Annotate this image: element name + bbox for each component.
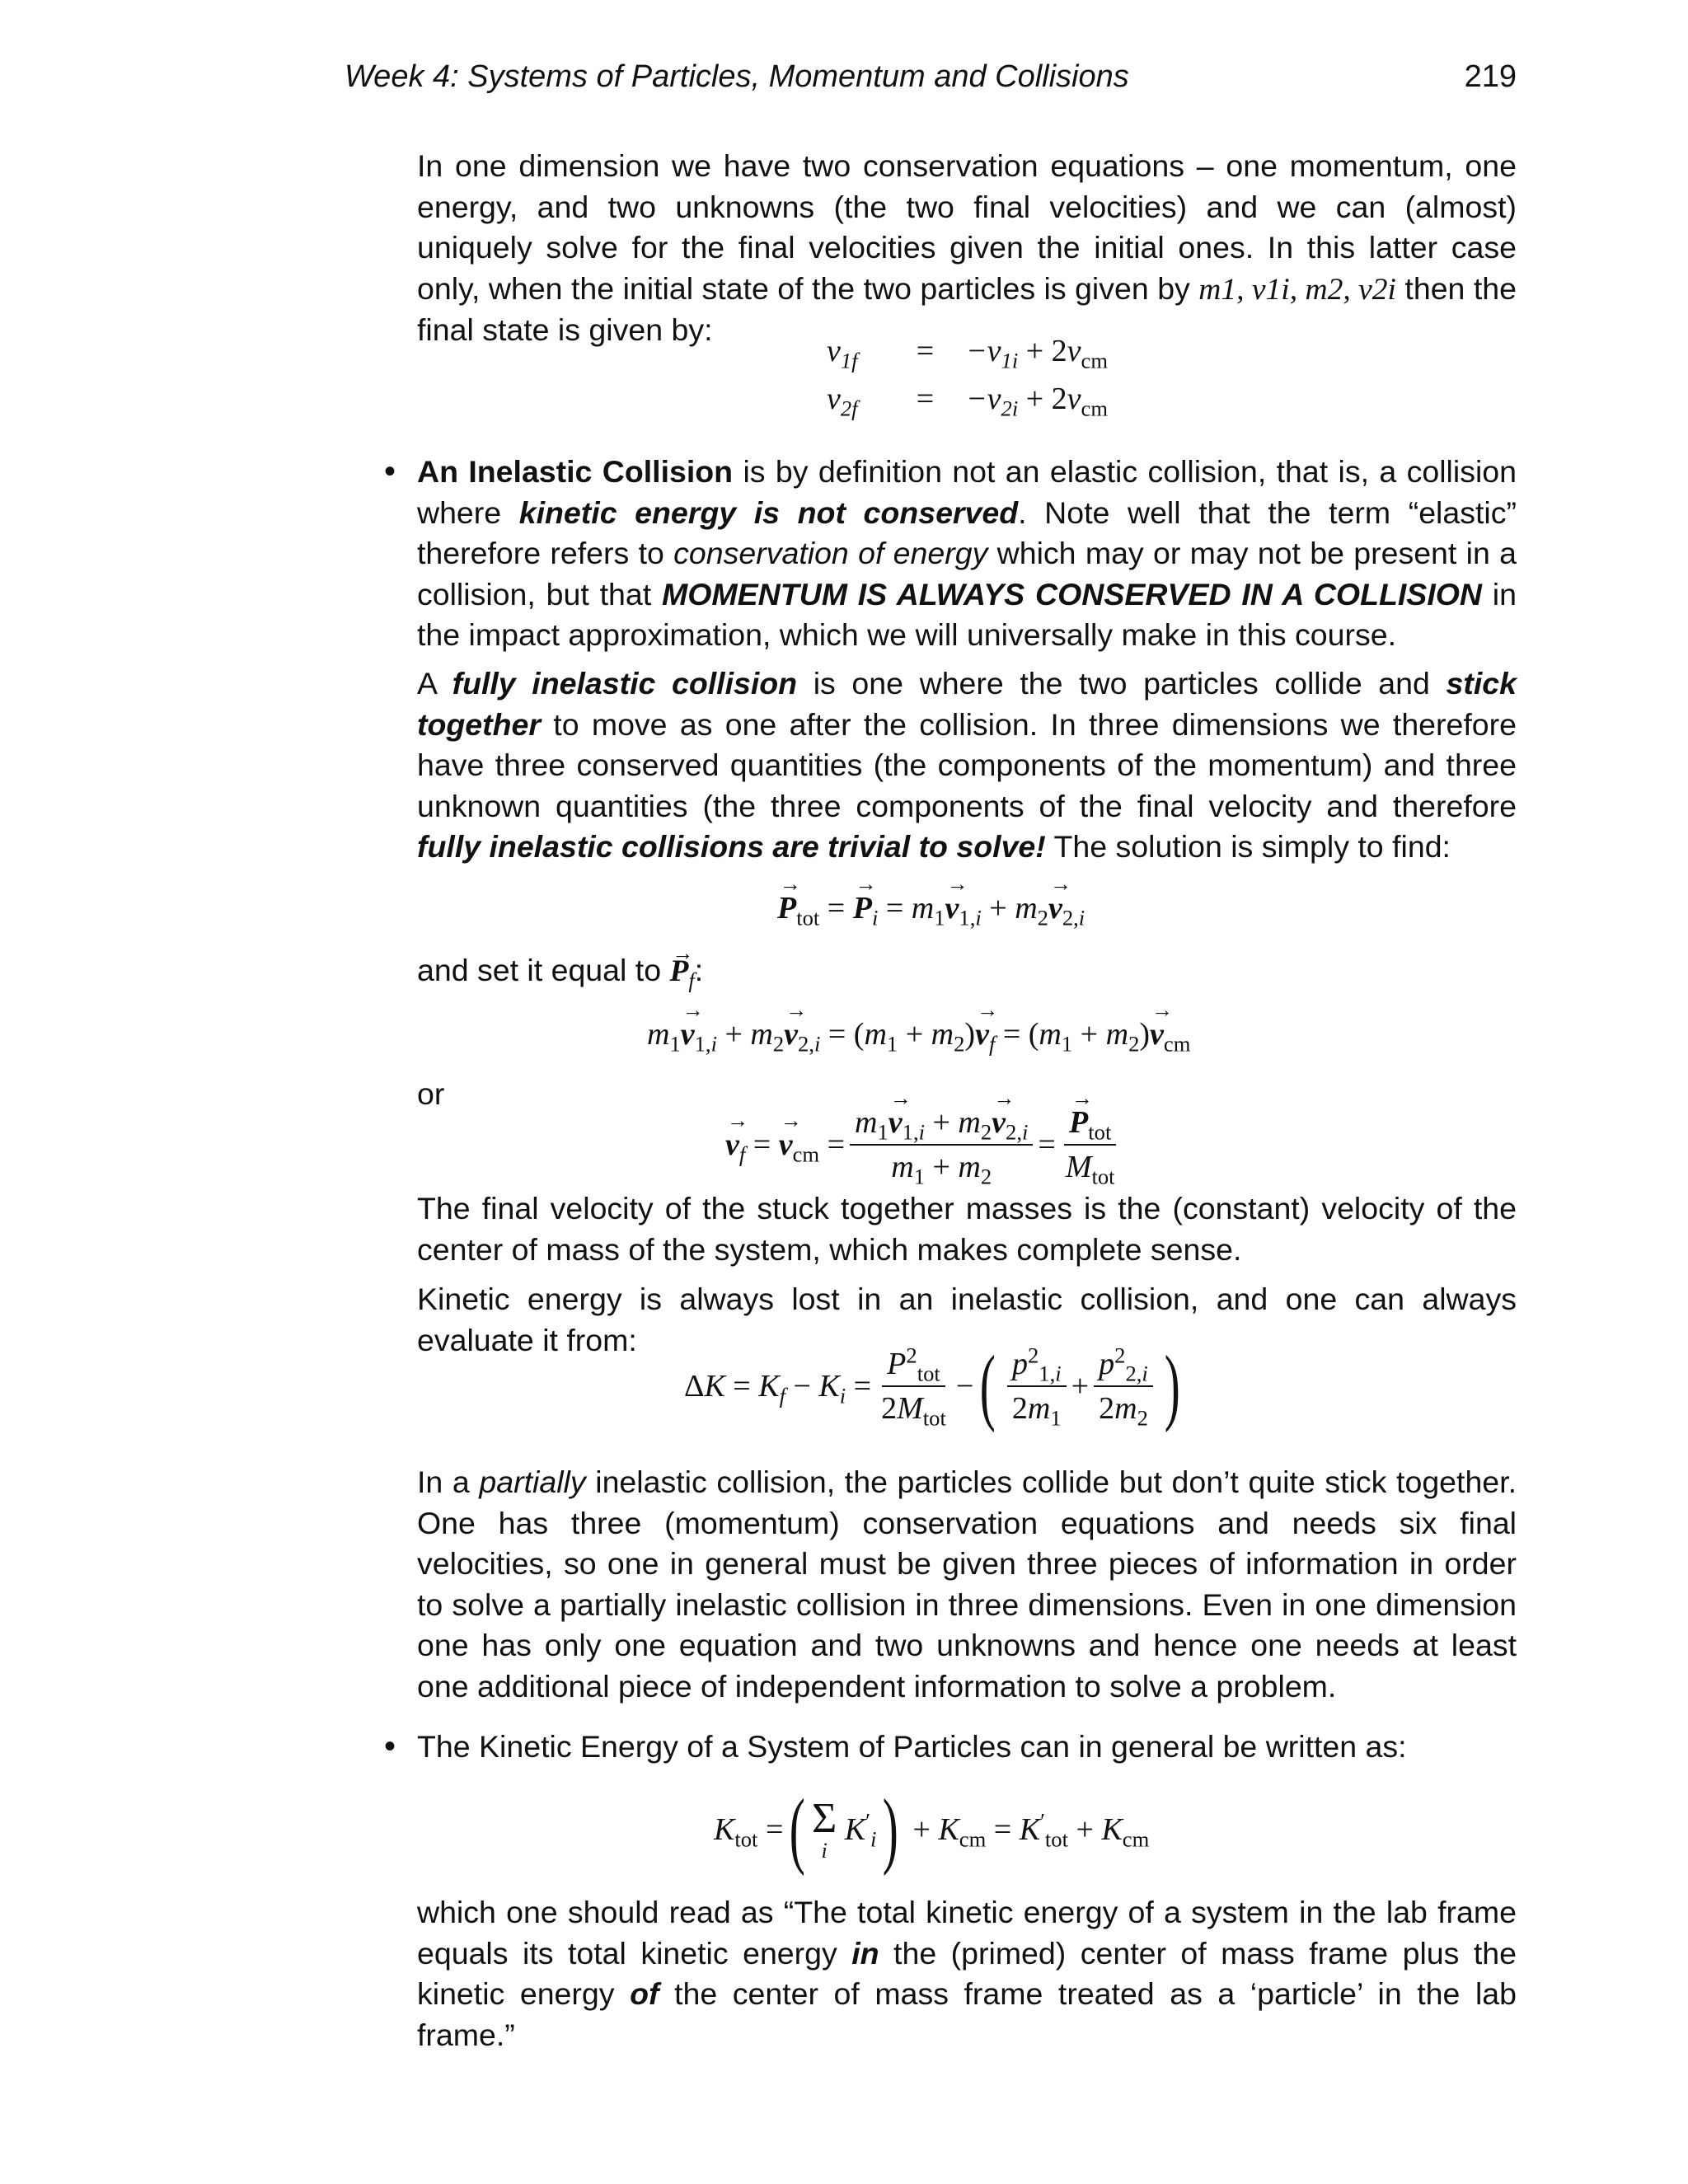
equation-final-state-1d: $v_{1f} = -v_{1i} + 2v_{cm}$ $v_{2f} = -v_{2i} + 2v_{cm}$ <box>827 334 1109 421</box>
bullet-marker: • <box>384 453 396 490</box>
text-or: or <box>417 1076 445 1111</box>
paragraph-lab-frame: which one should read as “The total kinetic energy of a system in the lab frame equals its total kinetic energy in the (primed) center of mass frame plus the kinetic energy of the center of mass frame treated as a ‘particle’ in the lab frame.” <box>417 1895 1517 2052</box>
equation-total-kinetic-energy: $K_{tot}$ = ( Σ i $K'_i$ ) + $K_{cm} = K'_{tot} + K_{cm}$ <box>714 1782 1150 1877</box>
paragraph-kinetic-energy-lost: Kinetic energy is always lost in an inelastic collision, and one can always evaluate it from: <box>417 1282 1517 1357</box>
inline-math-initial-state: m1, v1i, m2, v2i <box>1198 272 1396 307</box>
text-set-equal: and set it equal to $P \to_f$: <box>417 950 1517 992</box>
bullet-inelastic-collision: An Inelastic Collision is by definition not an elastic collision, that is, a collision where kinetic energy is not conserved. Note well that the term “elastic” therefore refers to conservation of energy which may or may not be present in a collision, but that MOMENTUM IS ALWAYS CONSERVED IN A COLLISION in the impact approximation, which we will universally make in this course. <box>417 454 1517 652</box>
equation-delta-k: $\Delta K = K_f - K_i$ = $\frac{P^2_{tot}}{2M_{tot}}$ − ( $\frac{p^2_{1,i}}{2m_1}$ + $\frac{p^2_{2,i}}{2m_2}$ ) <box>684 1338 1180 1433</box>
paragraph-partially-inelastic: In a partially inelastic collision, the particles collide but don’t quite stick together. One has three (momentum) conservation equations and needs six final velocities, so one in general must be given three pieces of information in order to solve a partially inelastic collision in three dimensions. Even in one dimension one has only one equation and two unknowns and hence one needs at least one additional piece of independent information to solve a problem. <box>417 1465 1517 1704</box>
equation-total-momentum: $P \to_{tot} = P \to_i = m_1v \to_{1,i} + m_2v \to_{2,i}$ <box>777 890 1085 926</box>
header-title: Week 4: Systems of Particles, Momentum and Collisions <box>345 59 1129 94</box>
paragraph-one-dimension: In one dimension we have two conservation equations – one momentum, one energy, and two unknowns (the two final velocities) and we can (almost) uniquely solve for the final velocities given the initial ones. In this latter case only, when the initial state of the two particles is given by m1, v1i, m2, v2i then the final state is given by: <box>417 148 1517 347</box>
paragraph-final-velocity: The final velocity of the stuck together masses is the (constant) velocity of the center of mass of the system, which makes complete sense. <box>417 1191 1517 1267</box>
paragraph-fully-inelastic: A fully inelastic collision is one where the two particles collide and stick together to move as one after the collision. In three dimensions we therefore have three conserved quantities (the components of the momentum) and three unknown quantities (the three components of the final velocity and therefore fully inelastic collisions are trivial to solve! The solution is simply to find: <box>417 666 1517 864</box>
equation-momentum-equality: $m_1v \to_{1,i} + m_2v \to_{2,i} = (m_1 + m_2)v \to_f = (m_1 + m_2)v \to_{cm}$ <box>647 1016 1190 1052</box>
equation-final-velocity: $v \to_f = v \to_{cm}$ = $\frac{m_1v \to_{1,i} + m_2v \to_{2,i}}{m_1 + m_2}$ = $\frac{P \to_{tot}}{M_{tot}}$ <box>725 1104 1125 1185</box>
running-header <box>345 59 1517 95</box>
bullet-kinetic-energy-system: The Kinetic Energy of a System of Particles can in general be written as: <box>417 1729 1407 1764</box>
bullet-marker: • <box>384 1728 396 1765</box>
page-number: 219 <box>1464 59 1517 94</box>
term-inelastic-collision: An Inelastic Collision <box>417 454 734 489</box>
